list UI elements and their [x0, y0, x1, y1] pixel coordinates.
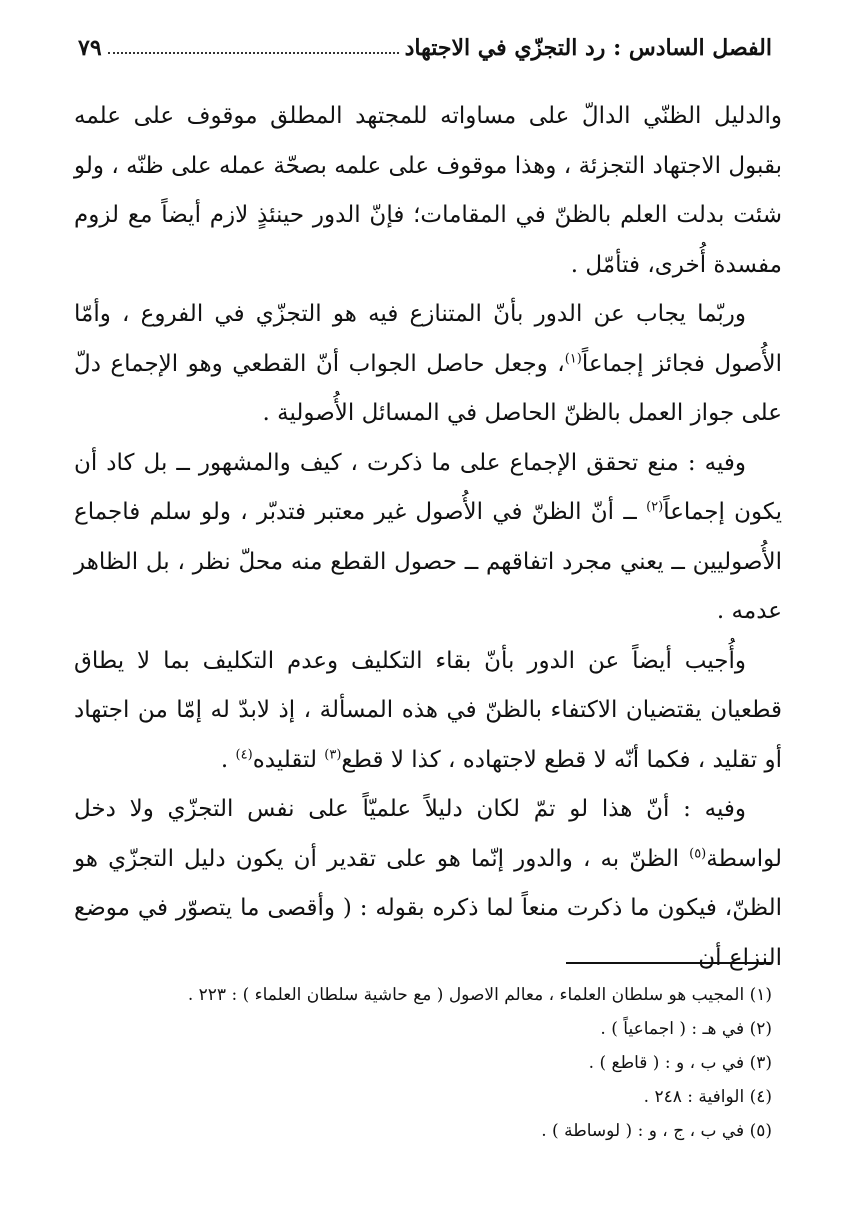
footnote-ref-5[interactable]: (٥) [689, 845, 707, 861]
paragraph-text: لتقليده [252, 746, 325, 773]
footnote-2: (٢) في هـ : ( اجماعياً ) . [600, 1019, 772, 1039]
footnote-5: (٥) في ب ، ج ، و : ( لوساطة ) . [541, 1121, 772, 1141]
footnote-3: (٣) في ب ، و : ( قاطع ) . [588, 1053, 772, 1073]
footnote-separator [566, 962, 772, 964]
paragraph-text: وأُجيب أيضاً عن الدور بأنّ بقاء التكليف وعدم التكليف بما لا يطاق قطعيان يقتضيان الاكتفاء بالظنّ في هذه المسألة ، إذ لابدّ له إمّا من اجتهاد أو تقليد ، فكما أنّه لا قطع لاجتهاده ، كذا لا قطع [74, 647, 782, 773]
paragraph-5 [74, 785, 782, 983]
page-number: ٧٩ [78, 35, 102, 61]
paragraph-text: الظنّ به ، والدور إنّما هو على تقدير أن يكون دليل التجزّي هو الظنّ، فيكون ما ذكرت منعاً لما ذكره بقوله : ( وأقصى ما يتصوّر في موضع النزاع أن [74, 845, 782, 971]
dot-leader [108, 52, 399, 54]
footnotes [120, 978, 772, 1148]
running-header [78, 28, 772, 68]
paragraph-text: ــ أنّ الظنّ في الأُصول غير معتبر فتدبّر ، ولو سلم فاجماع الأُصوليين ــ يعني مجرد اتفاقهم ــ حصول القطع منه محلّ نظر ، بل الظاهر عدمه . [74, 499, 782, 624]
paragraph-1 [74, 92, 782, 290]
paragraph-2 [74, 290, 782, 439]
footnote-1: (١) المجيب هو سلطان العلماء ، معالم الاصول ( مع حاشية سلطان العلماء ) : ٢٢٣ . [187, 985, 772, 1005]
main-text [74, 92, 782, 983]
paragraph-text: . [220, 746, 236, 773]
footnote-4: (٤) الوافية : ٢٤٨ . [643, 1087, 772, 1107]
paragraph-text: وفيه : منع تحقق الإجماع على ما ذكرت ، كيف والمشهور ــ بل كاد أن يكون إجماعاً [74, 449, 782, 525]
footnote-ref-2[interactable]: (٢) [646, 499, 664, 515]
paragraph-3 [74, 439, 782, 637]
paragraph-text: والدليل الظنّي الدالّ على مساواته للمجتهد المطلق موقوف على علمه بقبول الاجتهاد التجزئة ، وهذا موقوف على علمه بصحّة عمله على ظنّه ، ولو شئت بدلت العلم بالظنّ في المقامات؛ فإنّ الدور حينئذٍ لازم أيضاً مع لزوم مفسدة أُخرى، فتأمّل . [74, 103, 782, 278]
paragraph-text: وربّما يجاب عن الدور بأنّ المتنازع فيه هو التجزّي في الفروع ، وأمّا الأُصول فجائز إجماعاً [74, 301, 782, 377]
footnote-ref-1[interactable]: (١) [564, 350, 582, 366]
footnote-ref-4[interactable]: (٤) [235, 746, 253, 762]
chapter-title: الفصل السادس : رد التجزّي في الاجتهاد [404, 35, 772, 61]
paragraph-4 [74, 637, 782, 786]
footnote-ref-3[interactable]: (٣) [324, 746, 342, 762]
paragraph-text: ، وجعل حاصل الجواب أنّ القطعي وهو الإجماع دلّ على جواز العمل بالظنّ الحاصل في المسائل الأُصولية . [74, 350, 782, 426]
paragraph-text: وفيه : أنّ هذا لو تمّ لكان دليلاً علميّاً على نفس التجزّي ولا دخل لواسطة [74, 796, 782, 872]
